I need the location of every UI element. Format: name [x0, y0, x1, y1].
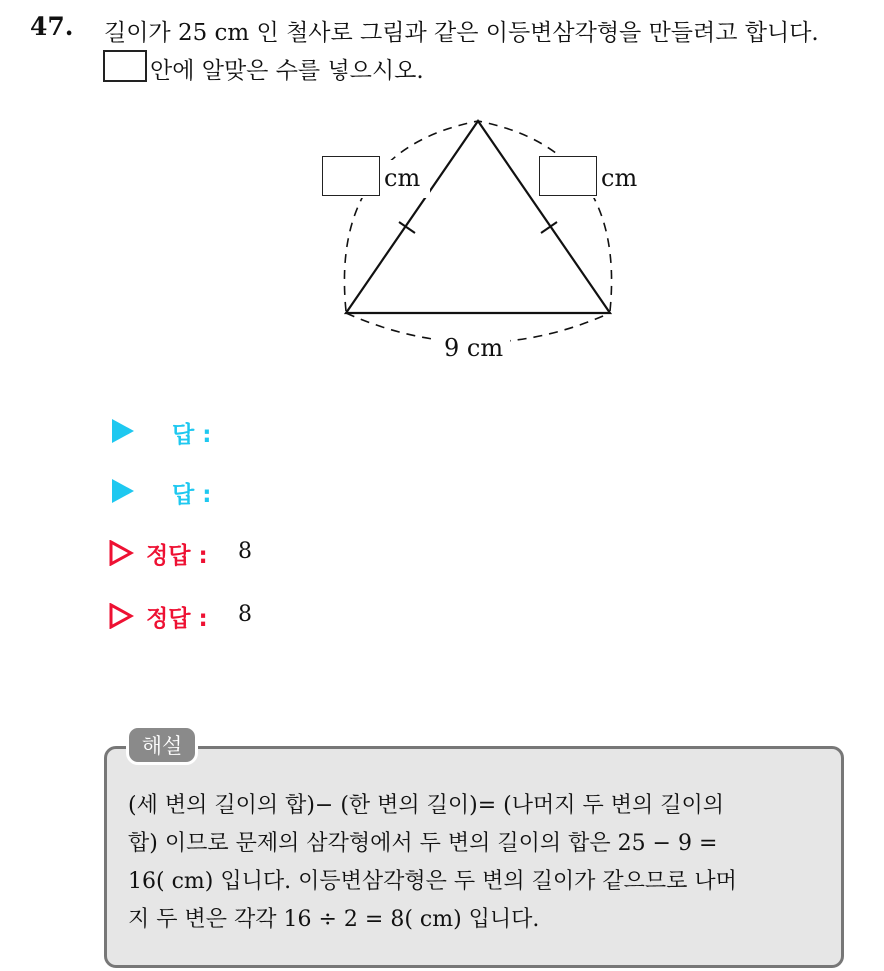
explanation-tab: 해설	[126, 725, 198, 765]
correct-answer-value: 8	[238, 602, 252, 627]
answer-row-1	[108, 415, 408, 447]
answer-label: 답 :	[172, 422, 212, 448]
right-side-unit: cm	[601, 164, 638, 192]
correct-marker-icon	[108, 540, 134, 566]
correct-answer-row-1	[108, 537, 408, 569]
explanation-line-4: 지 두 변은 각각 16 ÷ 2 = 8( cm) 입니다.	[128, 907, 540, 932]
explanation-line-1: (세 변의 길이의 합)− (한 변의 길이)= (나머지 두 변의 길이의	[128, 793, 725, 818]
correct-answer-label: 정답 :	[146, 543, 208, 569]
explanation-line-3: 16( cm) 입니다. 이등변삼각형은 두 변의 길이가 같으므로 나머	[128, 869, 737, 894]
question-text-line1: 길이가 25 cm 인 철사로 그림과 같은 이등변삼각형을 만들려고 합니다.	[104, 20, 819, 46]
question-text-line2: 안에 알맞은 수를 넣으시오.	[150, 58, 424, 84]
left-side-answer-box	[322, 156, 380, 196]
answer-row-2	[108, 475, 408, 507]
correct-answer-label: 정답 :	[146, 606, 208, 632]
question-number: 47.	[30, 12, 74, 41]
answer-marker-icon	[112, 419, 134, 443]
triangle-shape	[346, 121, 610, 313]
left-side-unit: cm	[384, 164, 421, 192]
correct-answer-value: 8	[238, 539, 252, 564]
explanation-box	[104, 746, 844, 968]
isosceles-triangle-figure	[0, 0, 884, 420]
explanation-line-2: 합) 이므로 문제의 삼각형에서 두 변의 길이의 합은 25 − 9 =	[128, 831, 718, 856]
base-length-label: 9 cm	[444, 334, 504, 362]
correct-answer-row-2	[108, 600, 408, 632]
correct-marker-icon	[108, 603, 134, 629]
answer-label: 답 :	[172, 482, 212, 508]
right-side-answer-box	[539, 156, 597, 196]
answer-marker-icon	[112, 479, 134, 503]
